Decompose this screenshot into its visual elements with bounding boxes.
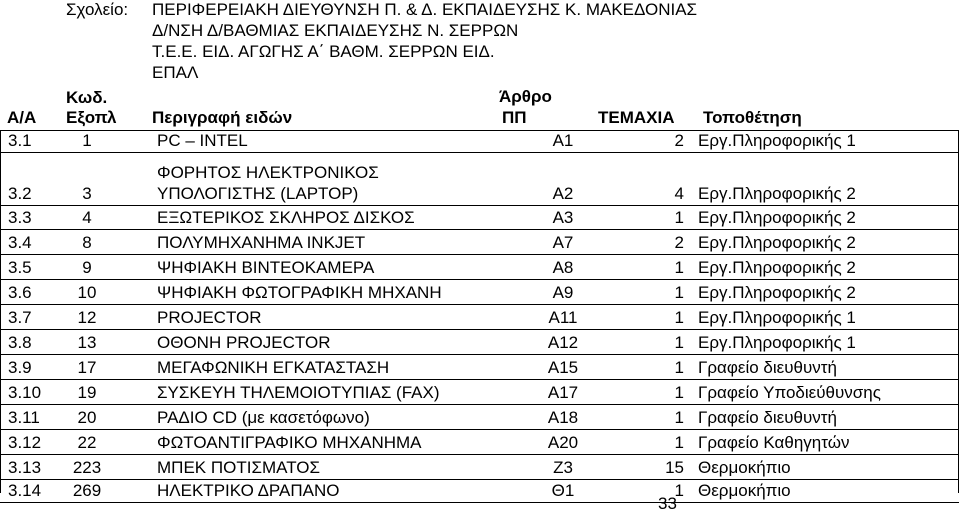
header-location: Τοποθέτηση [703,108,802,127]
cell-code: 9 [82,258,92,277]
cell-quantity: 1 [674,208,684,227]
header-article-line2: ΠΠ [502,108,527,127]
cell-quantity: 15 [665,458,684,477]
cell-code: 4 [82,208,92,227]
cell-aa: 3.7 [8,308,32,327]
cell-aa: 3.3 [8,208,32,227]
cell-article: Α1 [552,131,574,150]
header-code-line2: Εξοπλ [66,108,117,127]
cell-aa: 3.11 [8,408,40,427]
table-row [0,379,959,404]
table-row [0,304,959,329]
cell-aa: 3.13 [8,458,42,477]
cell-location: Εργ.Πληροφορικής 2 [698,283,856,302]
cell-location: Εργ.Πληροφορικής 2 [698,258,856,277]
table-row [0,404,959,429]
cell-article: Α8 [552,258,574,277]
header-quantity: ΤΕΜΑΧΙΑ [598,108,675,127]
cell-code: 12 [77,308,97,327]
cell-description: ΨΗΦΙΑΚΗ ΦΩΤΟΓΡΑΦΙΚΗ ΜΗΧΑΝΗ [157,283,442,302]
cell-description: ΠΟΛΥΜΗΧΑΝΗΜΑ INKJET [157,233,366,252]
cell-description: ΡΑΔΙΟ CD (με κασετόφωνο) [157,408,370,427]
cell-aa: 3.10 [8,383,42,402]
cell-quantity: 2 [674,233,684,252]
cell-description: ΜΠΕΚ ΠΟΤΙΣΜΑΤΟΣ [157,458,321,477]
table-row [0,130,959,152]
table-row [0,254,959,279]
cell-quantity: 4 [674,184,684,203]
header-code-line1: Κωδ. [66,88,108,107]
table-row [0,205,959,229]
cell-code: 223 [72,458,102,477]
cell-article: Α9 [552,283,574,302]
page-number: 33 [658,494,677,513]
cell-code: 17 [77,358,97,377]
cell-description-line2: ΥΠΟΛΟΓΙΣΤΗΣ (LAPTOP) [157,184,359,203]
cell-description: ΟΘΟΝΗ PROJECTOR [157,333,331,352]
table-row [0,329,959,354]
cell-article: Α7 [552,233,574,252]
header-aa: Α/Α [7,108,37,127]
school-line-2: Δ/ΝΣΗ Δ/ΒΑΘΜΙΑΣ ΕΚΠΑΙΔΕΥΣΗΣ Ν. ΣΕΡΡΩΝ [152,21,519,40]
cell-article: Α15 [547,358,579,377]
table-row [0,152,959,205]
table-row [0,454,959,479]
cell-description: PROJECTOR [157,308,262,327]
cell-description-line1: ΦΟΡΗΤΟΣ ΗΛΕΚΤΡΟΝΙΚΟΣ [157,163,379,182]
cell-description: ΜΕΓΑΦΩΝΙΚΗ ΕΓΚΑΤΑΣΤΑΣΗ [157,358,390,377]
cell-aa: 3.6 [8,283,32,302]
cell-quantity: 1 [674,383,684,402]
cell-article: Α20 [547,433,579,452]
cell-aa: 3.14 [8,481,42,500]
cell-aa: 3.4 [8,233,32,252]
cell-article: Ζ3 [553,458,573,477]
header-description: Περιγραφή ειδών [152,108,293,127]
cell-article: Α2 [552,184,574,203]
table-row [0,229,959,254]
cell-location: Εργ.Πληροφορικής 1 [698,333,856,352]
cell-aa: 3.8 [8,333,32,352]
table-row [0,479,959,503]
cell-aa: 3.1 [8,131,32,150]
school-line-1: ΠΕΡΙΦΕΡΕΙΑΚΗ ΔΙΕΥΘΥΝΣΗ Π. & Δ. ΕΚΠΑΙΔΕΥΣΗΣ Κ. ΜΑΚΕΔΟΝΙΑΣ [152,0,698,19]
cell-quantity: 1 [674,408,684,427]
cell-location: Εργ.Πληροφορικής 2 [698,208,856,227]
cell-description: ΗΛΕΚΤΡΙΚΟ ΔΡΑΠΑΝΟ [157,481,340,500]
cell-code: 22 [77,433,97,452]
cell-description: PC – INTEL [157,131,248,150]
cell-quantity: 1 [674,283,684,302]
cell-article: Α12 [547,333,579,352]
cell-code: 10 [77,283,97,302]
cell-article: Α3 [552,208,574,227]
cell-description: ΣΥΣΚΕΥΗ ΤΗΛΕΜΟΙΟΤΥΠΙΑΣ (FAX) [157,383,440,402]
table-row [0,279,959,304]
cell-location: Γραφείο διευθυντή [698,408,837,427]
cell-aa: 3.2 [8,184,32,203]
table-row [0,354,959,379]
cell-code: 20 [77,408,97,427]
cell-article: Α18 [547,408,579,427]
cell-code: 19 [77,383,97,402]
cell-location: Εργ.Πληροφορικής 2 [698,184,856,203]
cell-location: Γραφείο Υποδιεύθυνσης [698,383,881,402]
cell-location: Θερμοκήπιο [698,481,791,500]
cell-aa: 3.9 [8,358,32,377]
school-line-3: Τ.Ε.Ε. ΕΙΔ. ΑΓΩΓΗΣ Α΄ ΒΑΘΜ. ΣΕΡΡΩΝ ΕΙΔ. [152,42,495,61]
school-label: Σχολείο: [66,0,129,19]
cell-quantity: 1 [674,308,684,327]
header-article-line1: Άρθρο [499,87,552,106]
cell-quantity: 1 [674,433,684,452]
cell-quantity: 1 [674,258,684,277]
school-line-4: ΕΠΑΛ [152,63,199,82]
cell-article: Α11 [548,308,578,327]
cell-code: 1 [82,131,92,150]
cell-location: Γραφείο διευθυντή [698,358,837,377]
cell-quantity: 1 [674,481,684,500]
cell-location: Εργ.Πληροφορικής 2 [698,233,856,252]
cell-article: Α17 [547,383,579,402]
cell-location: Θερμοκήπιο [698,458,791,477]
cell-code: 269 [72,481,102,500]
cell-quantity: 1 [674,333,684,352]
cell-aa: 3.12 [8,433,42,452]
cell-quantity: 1 [674,358,684,377]
cell-description: ΨΗΦΙΑΚΗ ΒΙΝΤΕΟΚΑΜΕΡΑ [157,258,375,277]
column-divider [0,130,1,493]
cell-location: Εργ.Πληροφορικής 1 [698,308,856,327]
cell-location: Εργ.Πληροφορικής 1 [698,131,856,150]
cell-code: 3 [82,184,92,203]
table-row [0,429,959,454]
cell-code: 8 [82,233,92,252]
equipment-table [0,130,959,503]
cell-description: ΕΞΩΤΕΡΙΚΟΣ ΣΚΛΗΡΟΣ ΔΙΣΚΟΣ [157,208,415,227]
cell-quantity: 2 [674,131,684,150]
cell-description [157,162,379,204]
cell-article: Θ1 [551,481,575,500]
cell-aa: 3.5 [8,258,32,277]
cell-code: 13 [77,333,97,352]
cell-description: ΦΩΤΟΑΝΤΙΓΡΑΦΙΚΟ ΜΗΧΑΝΗΜΑ [157,433,422,452]
cell-location: Γραφείο Καθηγητών [698,433,850,452]
